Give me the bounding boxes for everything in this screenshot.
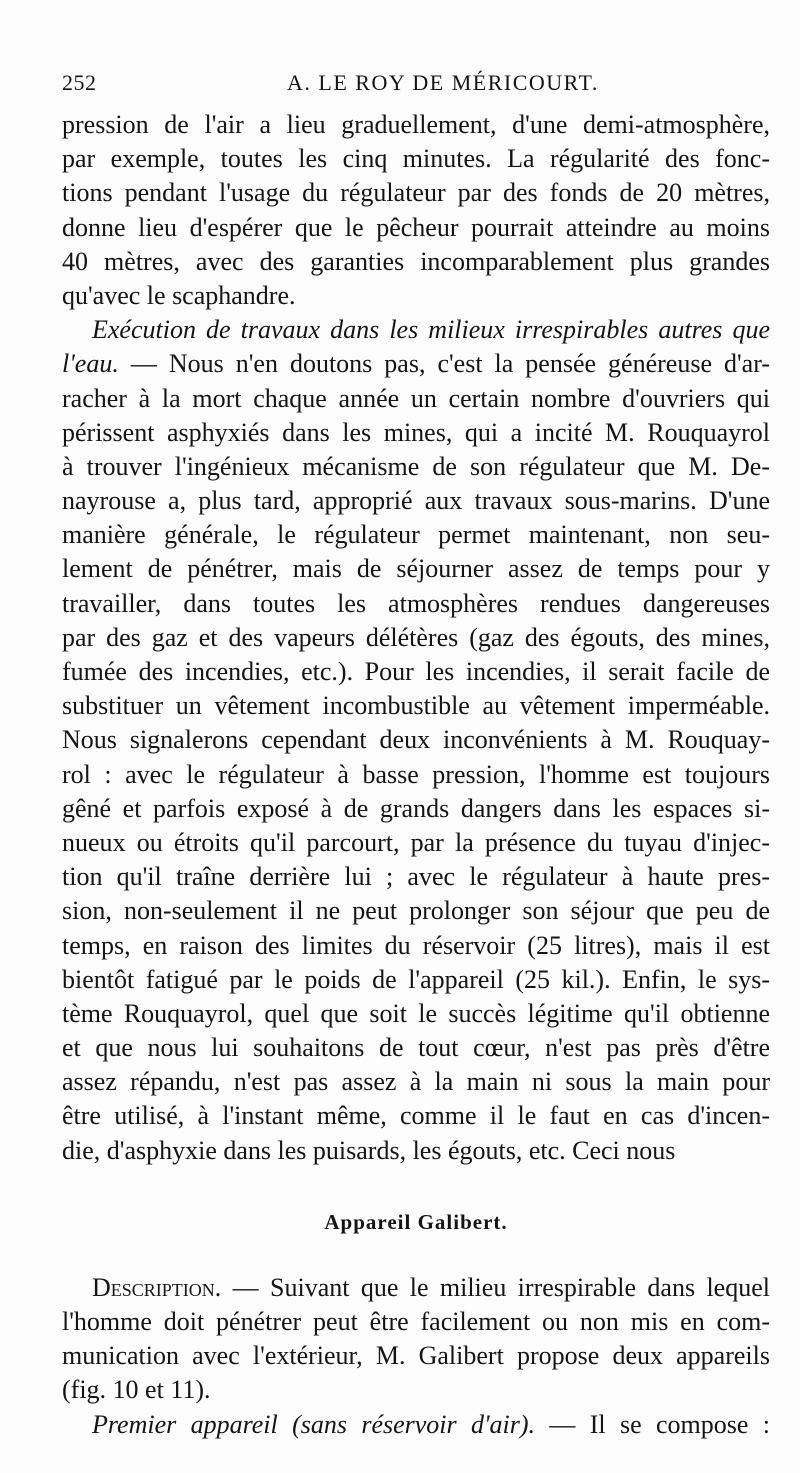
text-line: fumée des incendies, etc.). Pour les incendies, il serait facile de <box>62 657 770 686</box>
text-line: travailler, dans toutes les atmosphères rendues dangereuses <box>62 588 770 618</box>
text-line: munication avec l'extérieur, M. Galibert propose deux appareils <box>62 1341 770 1371</box>
text-line: tion qu'il traîne derrière lui ; avec le régulateur à haute pres- <box>62 862 770 892</box>
paragraph-4 <box>62 1408 770 1442</box>
italic-heading-end: l'eau. <box>62 349 119 379</box>
text-line: rol : avec le régulateur à basse pression, l'homme est toujours <box>62 759 770 789</box>
text-span: — Nous n'en doutons pas, c'est la pensée généreuse d'ar- <box>118 349 770 379</box>
text-line: nueux ou étroits qu'il parcourt, par la présence du tuyau d'injec- <box>62 827 770 857</box>
text-line: Nous signalerons cependant deux inconvénients à M. Rouquay- <box>62 725 770 755</box>
text-line: à trouver l'ingénieux mécanisme de son régulateur que M. De- <box>62 451 770 481</box>
text-line: die, d'asphyxie dans les puisards, les égouts, etc. Ceci nous <box>62 1135 676 1165</box>
text-line: (fig. 10 et 11). <box>62 1375 211 1405</box>
text-line: être utilisé, à l'instant même, comme il le faut en cas d'incen- <box>62 1101 770 1131</box>
italic-heading: Premier appareil (sans réservoir d'air). <box>92 1409 536 1439</box>
small-caps-lead: Description. <box>92 1272 222 1302</box>
text-line: nayrouse a, plus tard, approprié aux travaux sous-marins. D'une <box>62 486 770 516</box>
running-head <box>62 66 770 108</box>
text-line: pression de l'air a lieu graduellement, d'une demi-atmosphère, <box>62 110 770 139</box>
text-line: tème Rouquayrol, quel que soit le succès légitime qu'il obtienne <box>62 998 770 1028</box>
text-line: bientôt fatigué par le poids de l'appareil (25 kil.). Enfin, le sys- <box>62 964 770 994</box>
text-line: tions pendant l'usage du régulateur par des fonds de 20 mètres, <box>62 178 770 208</box>
text-line: par des gaz et des vapeurs délétères (gaz des égouts, des mines, <box>62 622 770 652</box>
text-line: assez répandu, n'est pas assez à la main ni sous la main pour <box>62 1067 770 1097</box>
paragraph-2 <box>62 313 770 1168</box>
running-title: A. LE ROY DE MÉRICOURT. <box>287 70 599 95</box>
text-span: — Il se compose : <box>535 1409 770 1439</box>
text-span: — Suivant que le milieu irrespirable dans lequel <box>221 1272 770 1302</box>
section-title: Appareil Galibert. <box>324 1209 508 1234</box>
text-line: l'homme doit pénétrer peut être facilement ou non mis en com- <box>62 1307 770 1336</box>
text-line: manière générale, le régulateur permet maintenant, non seu- <box>62 520 770 550</box>
text-line: sion, non-seulement il ne peut prolonger son séjour que peu de <box>62 896 770 926</box>
text-line: gêné et parfois exposé à de grands dangers dans les espaces si- <box>62 793 770 823</box>
text-line: et que nous lui souhaitons de tout cœur, n'est pas près d'être <box>62 1033 770 1063</box>
text-line <box>62 1271 770 1305</box>
text-line: par exemple, toutes les cinq minutes. La régularité des fonc- <box>62 144 770 174</box>
text-line: donne lieu d'espérer que le pêcheur pourrait atteindre au moins <box>62 212 770 242</box>
page <box>62 66 770 1442</box>
text-line: temps, en raison des limites du réservoir (25 litres), mais il est <box>62 930 770 960</box>
text-line: périssent asphyxiés dans les mines, qui a incité M. Rouquayrol <box>62 417 770 447</box>
paragraph-3 <box>62 1271 770 1408</box>
text-line <box>62 347 770 381</box>
page-number: 252 <box>62 70 97 95</box>
text-line <box>62 1408 770 1442</box>
paragraph-1 <box>62 108 770 313</box>
text-line: racher à la mort chaque année un certain nombre d'ouvriers qui <box>62 383 770 413</box>
text-line: qu'avec le scaphandre. <box>62 280 296 310</box>
text-line: substituer un vêtement incombustible au vêtement imperméable. <box>62 691 770 721</box>
text-line: 40 mètres, avec des garanties incomparablement plus grandes <box>62 246 770 276</box>
text-line: lement de pénétrer, mais de séjourner assez de temps pour y <box>62 554 770 584</box>
italic-heading-line: Exécution de travaux dans les milieux irrespirables autres que <box>92 315 770 345</box>
